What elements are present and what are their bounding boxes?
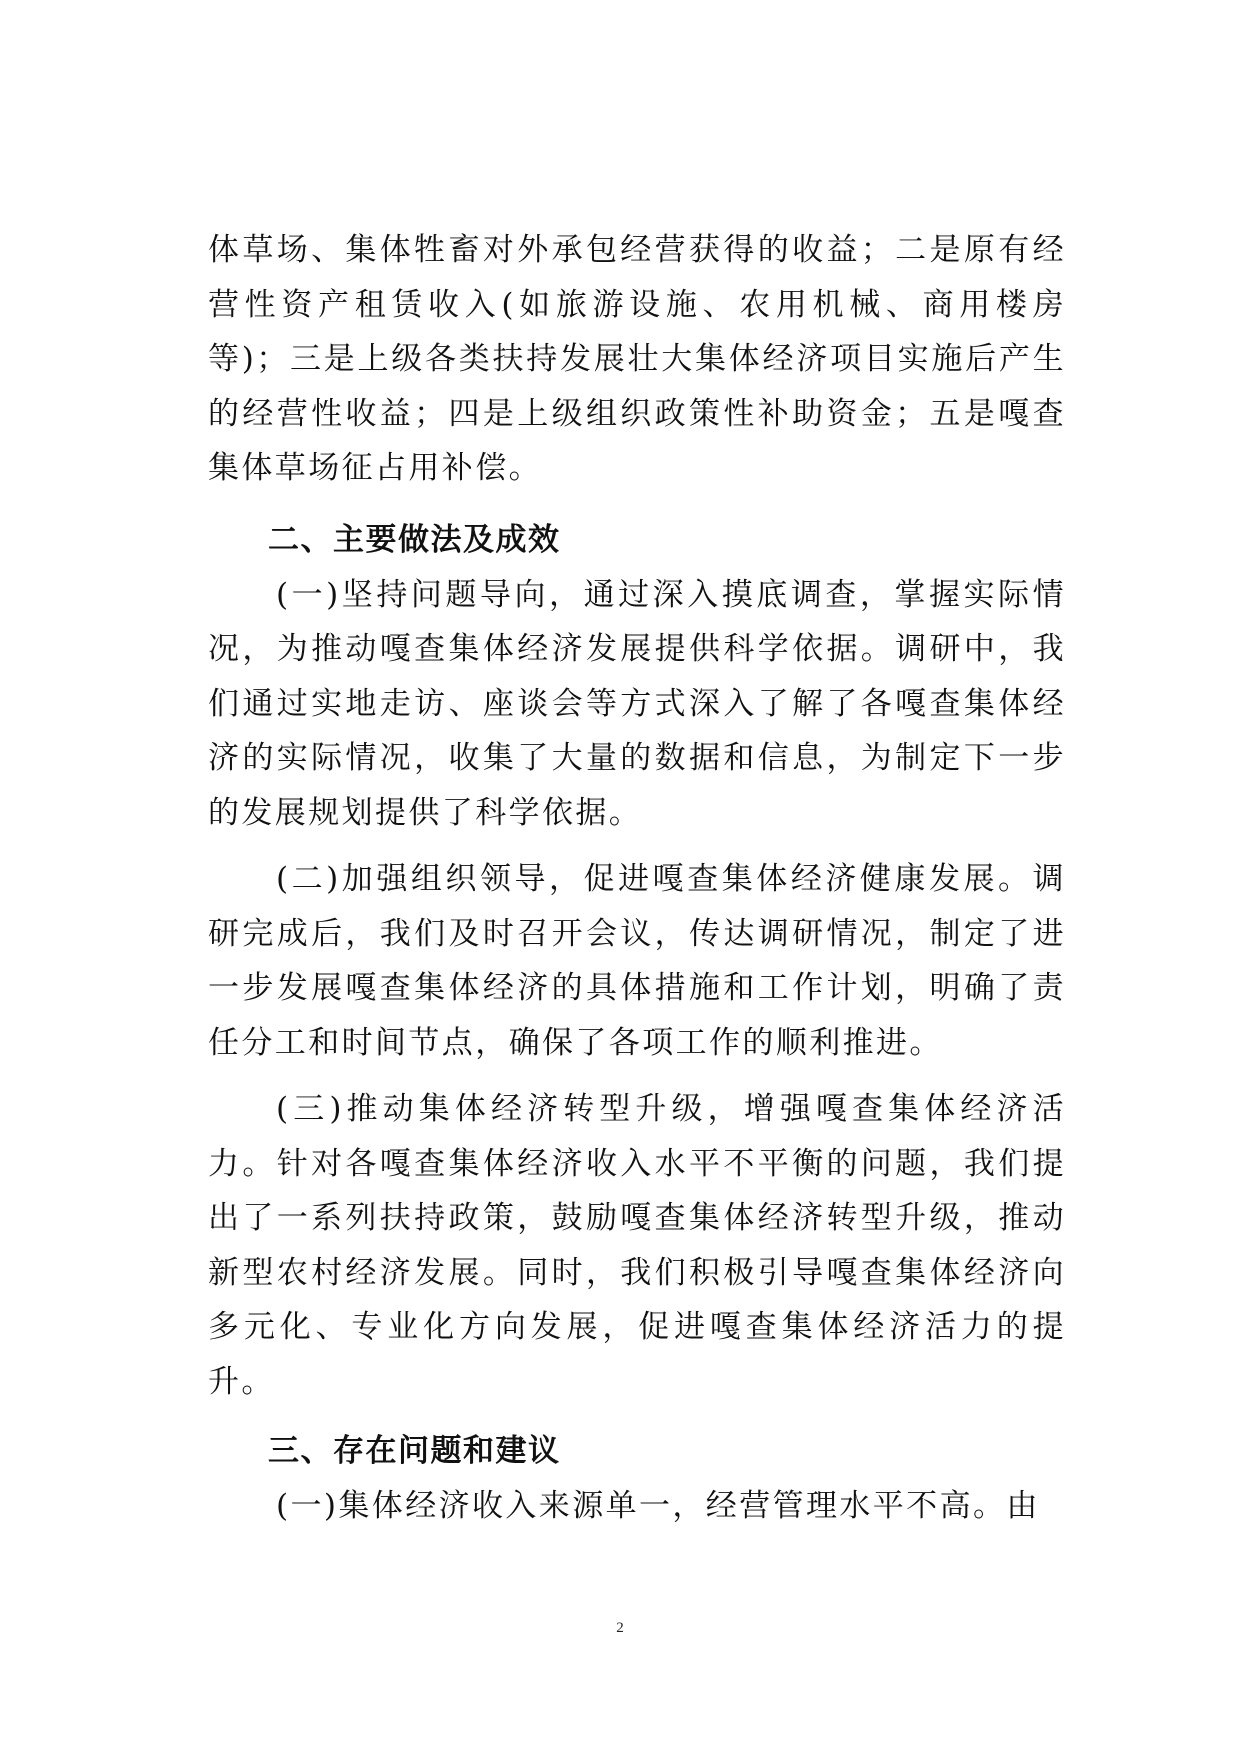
paragraph-income-sources: 体草场、集体牲畜对外承包经营获得的收益；二是原有经营性资产租赁收入(如旅游设施、农用机械、商用楼房等)；三是上级各类扶持发展壮大集体经济项目实施后产生的经营性收益；四是上级组织政策性补助资金；五是嘎查集体草场征占用补偿。 bbox=[208, 232, 1066, 486]
section-heading-problems: 三、存在问题和建议 bbox=[268, 1433, 561, 1469]
document-body bbox=[208, 223, 1066, 1534]
paragraph-practice-1: (一)坚持问题导向，通过深入摸底调查，掌握实际情况，为推动嘎查集体经济发展提供科学依据。调研中，我们通过实地走访、座谈会等方式深入了解了各嘎查集体经济的实际情况，收集了大量的数据和信息，为制定下一步的发展规划提供了科学依据。 bbox=[208, 576, 1066, 831]
page-number: 2 bbox=[616, 1620, 624, 1636]
paragraph-practice-2: (二)加强组织领导，促进嘎查集体经济健康发展。调研完成后，我们及时召开会议，传达调研情况，制定了进一步发展嘎查集体经济的具体措施和工作计划，明确了责任分工和时间节点，确保了各项工作的顺利推进。 bbox=[208, 861, 1066, 1061]
paragraph-problem-1: (一)集体经济收入来源单一，经营管理水平不高。由 bbox=[276, 1488, 1040, 1524]
section-heading-practices: 二、主要做法及成效 bbox=[268, 521, 561, 558]
paragraph-practice-3: (三)推动集体经济转型升级，增强嘎查集体经济活力。针对各嘎查集体经济收入水平不平衡的问题，我们提出了一系列扶持政策，鼓励嘎查集体经济转型升级，推动新型农村经济发展。同时，我们积极引导嘎查集体经济向多元化、专业化方向发展，促进嘎查集体经济活力的提升。 bbox=[208, 1091, 1066, 1400]
